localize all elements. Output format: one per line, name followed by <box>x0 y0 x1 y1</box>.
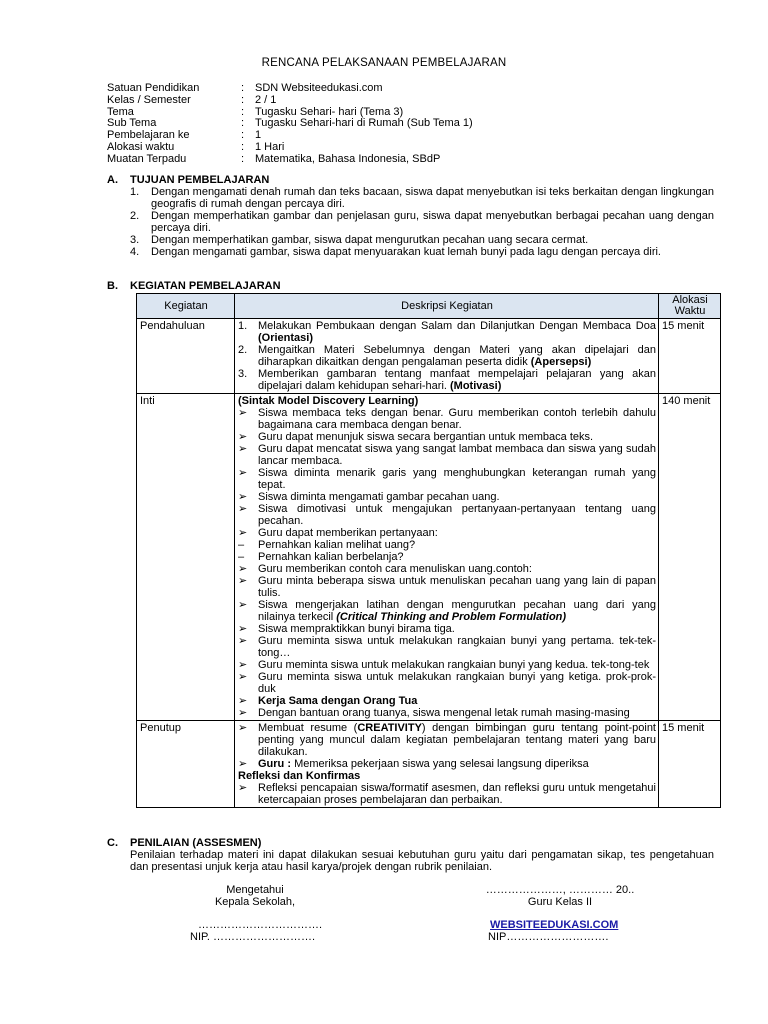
meta-row: Kelas / Semester : 2 / 1 <box>107 93 277 106</box>
list-item: ➢ Guru memberikan contoh cara menuliskan uang.contoh: <box>238 563 532 575</box>
section-a-heading: A. TUJUAN PEMBELAJARAN <box>107 174 270 186</box>
list-item: ➢ Guru minta beberapa siswa untuk menuliskan pecahan uang yang lain di papan tulis. <box>238 575 656 599</box>
section-c-heading: C. PENILAIAN (ASSESMEN) <box>107 837 262 849</box>
list-item: ➢ Siswa mempraktikkan bunyi birama tiga. <box>238 623 455 635</box>
table-header-row <box>137 294 721 319</box>
list-item: ➢ Guru dapat memberikan pertanyaan: <box>238 527 438 539</box>
list-item: ➢ Siswa diminta menarik garis yang menghubungkan keterangan rumah yang tepat. <box>238 467 656 491</box>
list-item: ➢ Siswa diminta mengamati gambar pecahan uang. <box>238 491 500 503</box>
signature-left-bottom <box>190 919 355 943</box>
list-item: – Pernahkan kalian melihat uang? <box>238 539 416 551</box>
meta-key: Pembelajaran ke <box>107 129 190 142</box>
section-b-heading: B. KEGIATAN PEMBELAJARAN <box>107 280 281 292</box>
list-item: 2. Mengaitkan Materi Sebelumnya dengan Materi yang akan dipelajari dan diharapkan dikaitkan dengan pengalaman peserta didik (Apersepsi) <box>238 344 656 368</box>
list-item: ➢ Refleksi pencapaian siswa/formatif asesmen, dan refleksi guru untuk mengetahui ketercapaian proses pembelajaran dan perbaikan. <box>238 782 656 806</box>
list-item: ➢ Guru meminta siswa untuk melakukan rangkaian bunyi yang kedua. tek-tong-tek <box>238 659 650 671</box>
meta-value: Tugasku Sehari-hari di Rumah (Sub Tema 1) <box>255 117 473 130</box>
meta-key: Alokasi waktu <box>107 140 175 153</box>
stage-description <box>235 721 659 808</box>
meta-row: Alokasi waktu : 1 Hari <box>107 140 285 153</box>
activities-table <box>136 293 721 808</box>
meta-value: SDN Websiteedukasi.com <box>255 82 383 94</box>
meta-value: 2 / 1 <box>255 93 277 106</box>
list-item: ➢ Siswa membaca teks dengan benar. Guru memberikan contoh terlebih dahulu bagaimana cara membaca dengan benar. <box>238 407 656 431</box>
goal-item: 2. Dengan memperhatikan gambar dan penjelasan guru, siswa dapat menyebutkan berbagai pecahan uang dengan percaya diri. <box>130 210 714 234</box>
goal-item: 1. Dengan mengamati denah rumah dan teks bacaan, siswa dapat menyebutkan isi teks berkaitan dengan lingkungan geografis di rumah dengan percaya diri. <box>130 186 714 210</box>
list-item: ➢ Siswa dimotivasi untuk mengajukan pertanyaan-pertanyaan tentang uang pecahan. <box>238 503 656 527</box>
penilaian-text: Penilaian terhadap materi ini dapat dilakukan sesuai kebutuhan guru yaitu dari pengamatan sikap, tes pengetahuan dan presentasi unjuk kerja atau hasil karya/projek dengan rubrik penilaian. <box>130 849 714 873</box>
meta-row: Satuan Pendidikan : SDN Websiteedukasi.com <box>107 82 383 94</box>
signature-left-nip: NIP. ………………………. <box>190 931 316 943</box>
meta-value: 1 <box>255 129 262 142</box>
goal-item: 3. Dengan memperhatikan gambar, siswa dapat mengurutkan pecahan uang secara cermat. <box>130 234 589 246</box>
list-item: ➢ Guru : Memeriksa pekerjaan siswa yang selesai langsung diperiksa <box>238 758 589 770</box>
meta-row: Sub Tema : Tugasku Sehari-hari di Rumah (Sub Tema 1) <box>107 117 473 130</box>
stage-time: 140 menit <box>659 394 721 721</box>
signature-right <box>470 884 650 908</box>
signature-left-line2: Kepala Sekolah, <box>214 896 296 908</box>
stage-description <box>235 319 659 394</box>
identity-block <box>107 82 473 165</box>
meta-key: Satuan Pendidikan <box>107 82 200 94</box>
list-item: ➢ Guru dapat mencatat siswa yang sangat lambat membaca dan siswa yang sudah lancar membaca. <box>238 443 656 467</box>
list-item: – Pernahkan kalian berbelanja? <box>238 551 404 563</box>
signature-left <box>180 884 330 908</box>
stage-label: Penutup <box>137 721 235 808</box>
list-item: ➢ Kerja Sama dengan Orang Tua <box>238 695 418 707</box>
stage-label: Inti <box>137 394 235 721</box>
table-row-inti <box>137 394 721 721</box>
signature-left-line1: Mengetahui <box>226 884 284 896</box>
goals-list <box>130 186 714 258</box>
meta-value: 1 Hari <box>255 140 285 153</box>
header-alokasi-waktu: Alokasi Waktu <box>659 294 721 319</box>
list-item: ➢ Guru dapat menunjuk siswa secara bergantian untuk membaca teks. <box>238 431 594 443</box>
header-kegiatan: Kegiatan <box>137 294 235 319</box>
table-row-penutup <box>137 721 721 808</box>
list-item: ➢ Siswa mengerjakan latihan dengan mengurutkan pecahan uang dari yang nilainya terkecil (Critical Thinking and Problem Formulation) <box>238 599 656 623</box>
signature-right-line2: Guru Kelas II <box>527 896 593 908</box>
table-row-pendahuluan <box>137 319 721 394</box>
meta-row: Pembelajaran ke : 1 <box>107 129 262 142</box>
meta-key: Muatan Terpadu <box>107 152 187 165</box>
signature-right-line1: …………………, ………… 20.. <box>485 884 635 896</box>
inti-heading: (Sintak Model Discovery Learning) <box>238 395 419 407</box>
signature-right-bottom <box>488 919 658 943</box>
website-link[interactable]: WEBSITEEDUKASI.COM <box>490 919 619 931</box>
meta-row: Muatan Terpadu : Matematika, Bahasa Indonesia, SBdP <box>107 152 441 165</box>
goal-item: 4. Dengan mengamati gambar, siswa dapat menyuarakan kuat lemah bunyi pada lagu dengan percaya diri. <box>130 246 661 258</box>
list-item: ➢ Dengan bantuan orang tuanya, siswa mengenal letak rumah masing-masing <box>238 707 630 719</box>
stage-time: 15 menit <box>659 319 721 394</box>
meta-value: Matematika, Bahasa Indonesia, SBdP <box>255 152 441 165</box>
meta-row: Tema : Tugasku Sehari- hari (Tema 3) <box>107 105 404 118</box>
list-item: ➢ Guru meminta siswa untuk melakukan rangkaian bunyi yang ketiga. prok-prok-duk <box>238 671 656 695</box>
signature-left-name: ……………………………. <box>198 919 323 931</box>
refleksi-heading: Refleksi dan Konfirmas <box>238 770 361 782</box>
list-item: 3. Memberikan gambaran tentang manfaat mempelajari pelajaran yang akan dipelajari dalam kehidupan sehari-hari. (Motivasi) <box>238 368 656 392</box>
stage-description <box>235 394 659 721</box>
stage-time: 15 menit <box>659 721 721 808</box>
meta-key: Sub Tema <box>107 117 157 130</box>
list-item: ➢ Guru meminta siswa untuk melakukan rangkaian bunyi yang pertama. tek-tek-tong… <box>238 635 656 659</box>
stage-label: Pendahuluan <box>137 319 235 394</box>
list-item: ➢ Membuat resume (CREATIVITY) dengan bimbingan guru tentang point-point penting yang muncul dalam kegiatan pembelajaran tentang materi yang baru dilakukan. <box>238 722 656 758</box>
document-title: RENCANA PELAKSANAAN PEMBELAJARAN <box>261 57 507 69</box>
header-deskripsi: Deskripsi Kegiatan <box>235 294 659 319</box>
meta-value: Tugasku Sehari- hari (Tema 3) <box>255 105 404 118</box>
list-item: 1. Melakukan Pembukaan dengan Salam dan Dilanjutkan Dengan Membaca Doa (Orientasi) <box>238 320 656 344</box>
meta-key: Kelas / Semester <box>107 93 191 106</box>
meta-key: Tema <box>107 105 134 118</box>
signature-right-nip: NIP………………………. <box>488 931 609 943</box>
